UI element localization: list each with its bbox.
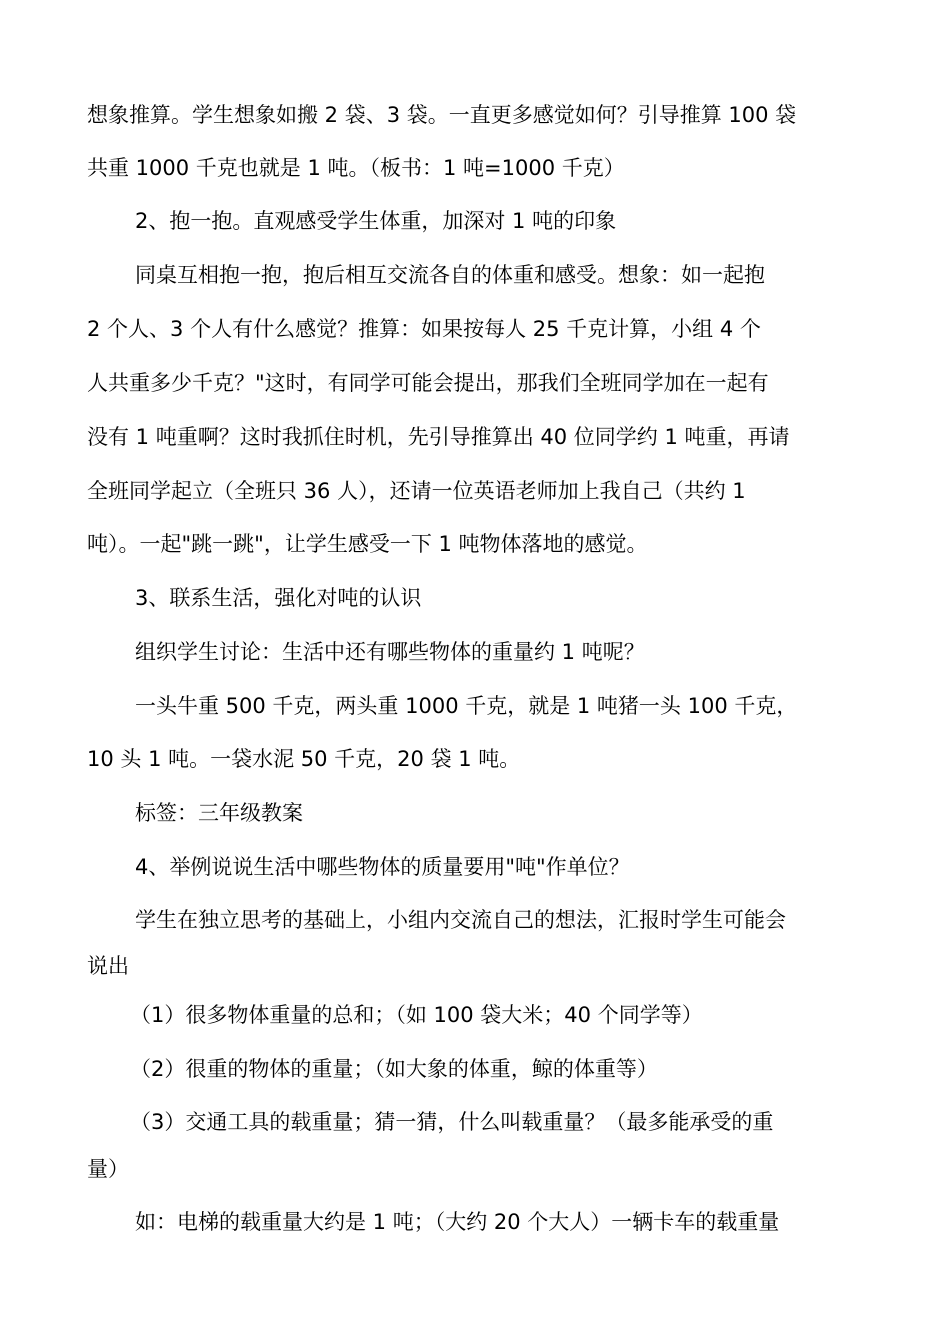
- list-item: （1）很多物体重量的总和；（如 100 袋大米；40 个同学等）: [130, 1003, 703, 1027]
- text-line: 人共重多少千克？"这时，有同学可能会提出，那我们全班同学加在一起有: [87, 371, 769, 395]
- text-line: 没有 1 吨重啊？这时我抓住时机，先引导推算出 40 位同学约 1 吨重，再请: [87, 425, 790, 449]
- text-line: 一头牛重 500 千克，两头重 1000 千克，就是 1 吨猪一头 100 千克，: [135, 694, 798, 718]
- text-line: 想象推算。学生想象如搬 2 袋、3 袋。一直更多感觉如何？引导推算 100 袋: [87, 103, 797, 127]
- list-item: （3）交通工具的载重量；猜一猜，什么叫载重量？（最多能承受的重: [130, 1110, 774, 1134]
- text-line: 量）: [87, 1157, 129, 1181]
- text-line: 说出: [87, 954, 129, 978]
- text-line: 全班同学起立（全班只 36 人），还请一位英语老师加上我自己（共约 1: [87, 479, 746, 503]
- text-line: 吨）。一起"跳一跳"，让学生感受一下 1 吨物体落地的感觉。: [87, 532, 648, 556]
- section-heading: 4、举例说说生活中哪些物体的质量要用"吨"作单位？: [135, 855, 630, 879]
- list-item: （2）很重的物体的重量；（如大象的体重，鲸的体重等）: [130, 1057, 658, 1081]
- text-line: 组织学生讨论：生活中还有哪些物体的重量约 1 吨呢？: [135, 640, 645, 664]
- text-line: 10 头 1 吨。一袋水泥 50 千克，20 袋 1 吨。: [87, 747, 521, 771]
- text-line: 2 个人、3 个人有什么感觉？推算：如果按每人 25 千克计算，小组 4 个: [87, 317, 761, 341]
- section-heading: 3、联系生活，强化对吨的认识: [135, 586, 422, 610]
- text-line: 学生在独立思考的基础上，小组内交流自己的想法，汇报时学生可能会: [135, 908, 786, 932]
- section-heading: 2、抱一抱。直观感受学生体重，加深对 1 吨的印象: [135, 209, 617, 233]
- tag-label: 标签：三年级教案: [135, 801, 303, 825]
- text-line: 如：电梯的载重量大约是 1 吨；（大约 20 个大人）一辆卡车的载重量: [135, 1210, 780, 1234]
- text-line: 同桌互相抱一抱，抱后相互交流各自的体重和感受。想象：如一起抱: [135, 263, 765, 287]
- text-line: 共重 1000 千克也就是 1 吨。（板书：1 吨=1000 千克）: [87, 156, 625, 180]
